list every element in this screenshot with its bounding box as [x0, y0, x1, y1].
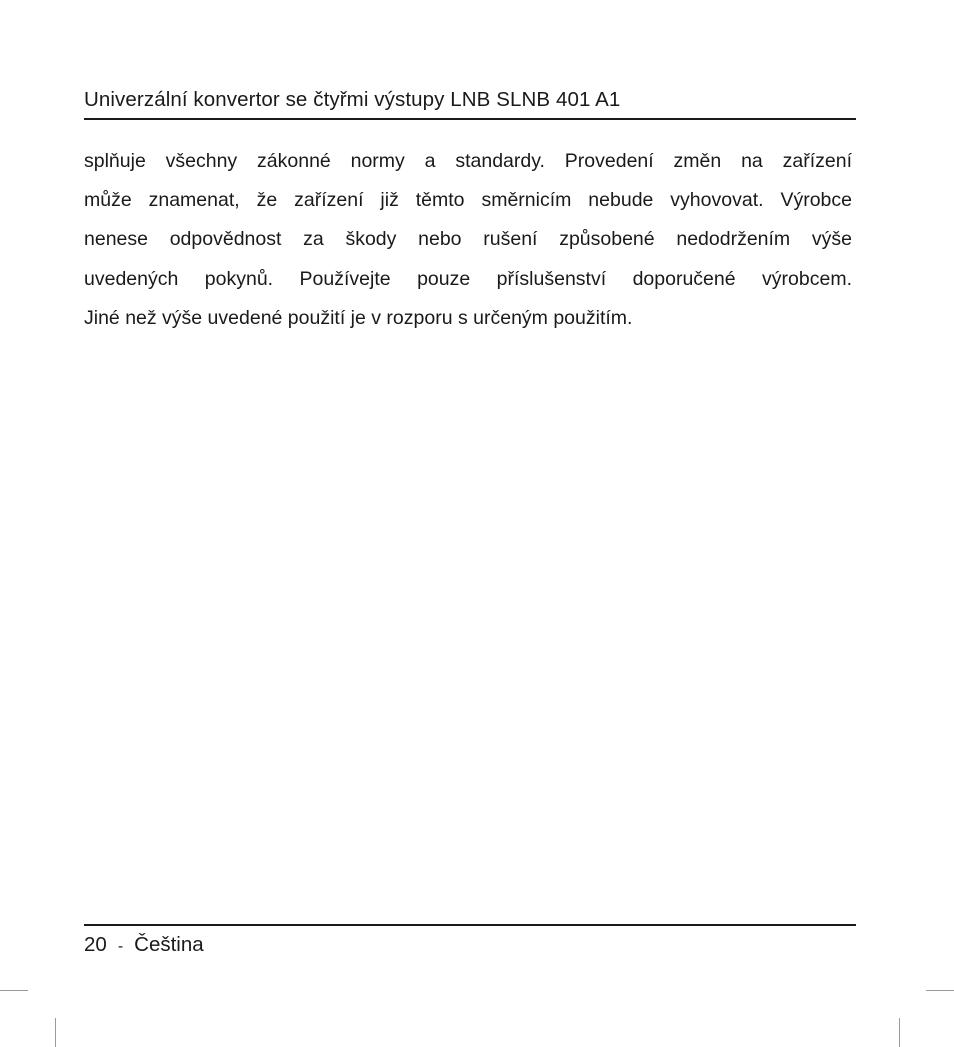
page-footer — [84, 933, 204, 957]
footer-rule — [84, 924, 856, 926]
crop-mark — [55, 1018, 56, 1047]
page-header-title: Univerzální konvertor se čtyřmi výstupy LNB SLNB 401 A1 — [84, 88, 621, 111]
page-header — [84, 86, 856, 120]
footer-language: Čeština — [134, 933, 204, 956]
page-number: 20 — [84, 933, 107, 956]
paragraph-line: nenese odpovědnost za škody nebo rušení způsobené nedodržením výše — [84, 228, 852, 251]
paragraph-line: může znamenat, že zařízení již těmto směrnicím nebude vyhovovat. Výrobce — [84, 189, 852, 212]
paragraph-line: Jiné než výše uvedené použití je v rozporu s určeným použitím. — [84, 306, 633, 329]
crop-mark — [899, 1018, 900, 1047]
paragraph-line: uvedených pokynů. Používejte pouze příslušenství doporučené výrobcem. — [84, 267, 852, 290]
body-paragraph — [84, 142, 852, 338]
crop-mark — [0, 990, 28, 991]
paragraph-line: splňuje všechny zákonné normy a standardy. Provedení změn na zařízení — [84, 150, 852, 172]
footer-separator: - — [117, 938, 124, 955]
crop-mark — [926, 990, 954, 991]
